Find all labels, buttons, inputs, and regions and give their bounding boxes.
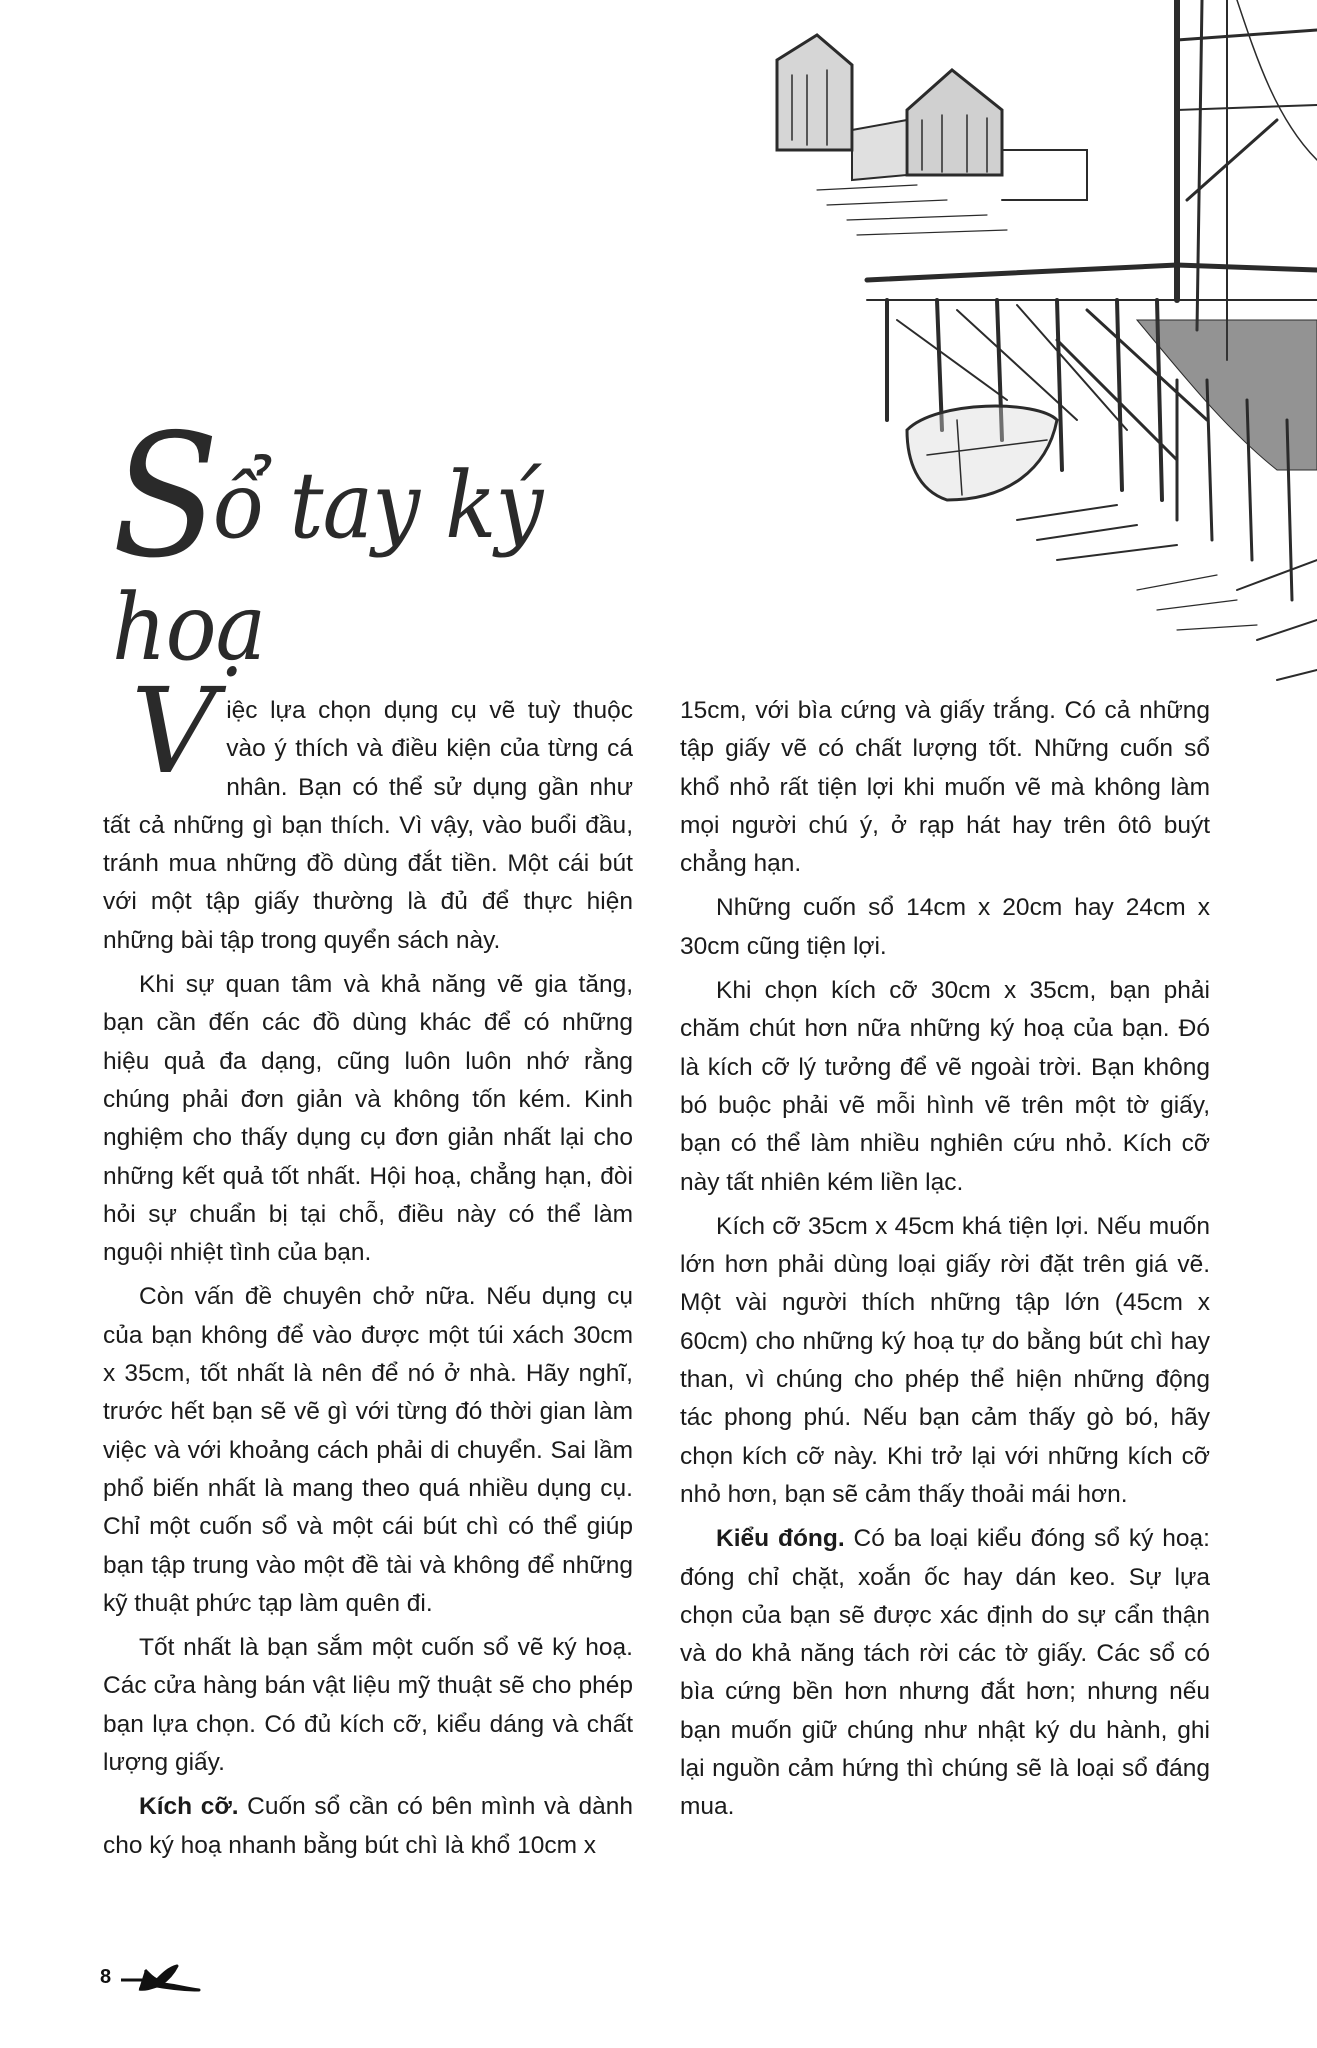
paragraph-text: Có ba loại kiểu đóng sổ ký hoạ: đóng chỉ chặt, xoắn ốc hay dán keo. Sự lựa chọn của bạn sẽ được xác định do sự cẩn thận và do khả năng tách rời các tờ giấy. Các sổ có bìa cứng bền hơn nhưng đắt hơn; nhưng nếu bạn muốn giữ chúng như nhật ký du hành, ghi lại nguồn cảm hứng thì chúng sẽ là loại sổ đáng mua. [680, 1525, 1210, 1821]
title-first-letter: S [112, 398, 219, 596]
paragraph [103, 662, 633, 960]
page-number: 8 [100, 1965, 112, 1988]
right-column [680, 692, 1210, 1833]
section-heading-size: Kích cỡ. [139, 1793, 239, 1821]
paragraph: Tốt nhất là bạn sắm một cuốn sổ vẽ ký hoạ. Các cửa hàng bán vật liệu mỹ thuật sẽ cho phép bạn lựa chọn. Có đủ kích cỡ, kiểu dáng và chất lượng giấy. [103, 1634, 633, 1777]
pencil-sketch-harbor-icon [757, 0, 1317, 690]
paragraph-text: Cuốn sổ cần có bên mình và dành cho ký hoạ nhanh bằng bút chì là khổ 10cm x [103, 1793, 633, 1859]
page-footer [100, 1962, 207, 1992]
bird-ornament-icon [117, 1962, 207, 1992]
paragraph [680, 1520, 1210, 1826]
paragraph [103, 1788, 633, 1865]
page-title [112, 398, 627, 681]
drop-cap: V [131, 662, 217, 800]
paragraph: Khi chọn kích cỡ 30cm x 35cm, bạn phải chăm chút hơn nữa những ký hoạ của bạn. Đó là kích cỡ lý tưởng để vẽ ngoài trời. Bạn không bó buộc phải vẽ mỗi hình vẽ trên một tờ giấy, bạn có thể làm nhiều nghiên cứu nhỏ. Kích cỡ này tất nhiên kém liền lạc. [680, 977, 1210, 1196]
paragraph-text: iệc lựa chọn dụng cụ vẽ tuỳ thuộc vào ý thích và điều kiện của từng cá nhân. Bạn có thể sử dụng gần như tất cả những gì bạn thích. Vì vậy, vào buổi đầu, tránh mua những đồ dùng đắt tiền. Một cái bút với một tập giấy thường là đủ để thực hiện những bài tập trong quyển sách này. [103, 697, 633, 954]
paragraph: Khi sự quan tâm và khả năng vẽ gia tăng, bạn cần đến các đồ dùng khác để có những hiệu quả đa dạng, cũng luôn luôn nhớ rằng chúng phải đơn giản và không tốn kém. Kinh nghiệm cho thấy dụng cụ đơn giản nhất lại cho những kết quả tốt nhất. Hội hoạ, chẳng hạn, đòi hỏi sự chuẩn bị tại chỗ, điều này có thể làm nguội nhiệt tình của bạn. [103, 971, 633, 1267]
left-column [103, 662, 633, 1871]
section-heading-binding: Kiểu đóng. [716, 1525, 845, 1553]
paragraph: 15cm, với bìa cứng và giấy trắng. Có cả những tập giấy vẽ có chất lượng tốt. Những cuốn sổ khổ nhỏ rất tiện lợi khi muốn vẽ mà không làm mọi người chú ý, ở rạp hát hay trên ôtô buýt chẳng hạn. [680, 697, 1210, 878]
paragraph: Kích cỡ 35cm x 45cm khá tiện lợi. Nếu muốn lớn hơn phải dùng loại giấy rời đặt trên giá vẽ. Một vài người thích những tập lớn (45cm x 60cm) cho những ký hoạ tự do bằng bút chì hay than, vì chúng cho phép thể hiện những động tác phong phú. Nếu bạn cảm thấy gò bó, hãy chọn kích cỡ này. Khi trở lại với những kích cỡ nhỏ hơn, bạn sẽ cảm thấy thoải mái hơn. [680, 1212, 1210, 1508]
paragraph: Còn vấn đề chuyên chở nữa. Nếu dụng cụ của bạn không để vào được một túi xách 30cm x 35cm, tốt nhất là nên để nó ở nhà. Hãy nghĩ, trước hết bạn sẽ vẽ gì với từng đó thời gian làm việc và với khoảng cách phải di chuyển. Sai lầm phổ biến nhất là mang theo quá nhiều dụng cụ. Chỉ một cuốn sổ và một cái bút chì có thể giúp bạn tập trung vào một đề tài và không để những kỹ thuật phức tạp làm quên đi. [103, 1283, 633, 1617]
title-rest: ổ tay ký hoạ [112, 452, 543, 681]
paragraph: Những cuốn sổ 14cm x 20cm hay 24cm x 30cm cũng tiện lợi. [680, 894, 1210, 960]
